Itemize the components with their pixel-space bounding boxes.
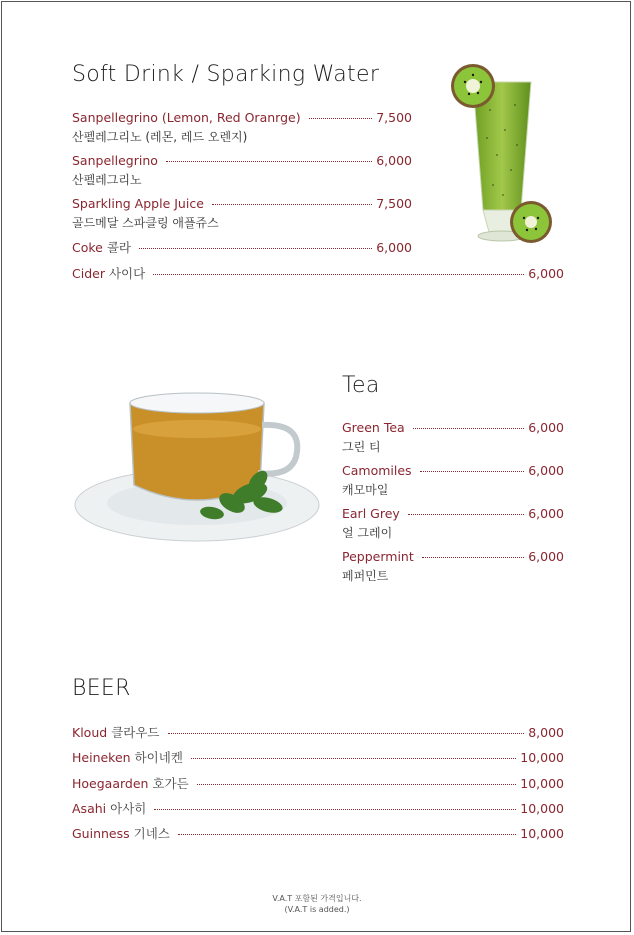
item-korean-name: 클라우드	[111, 725, 160, 740]
vat-note	[0, 893, 634, 915]
item-name: Heineken	[72, 750, 131, 765]
menu-item	[72, 774, 564, 792]
dot-leader	[178, 834, 516, 835]
item-korean-name: 산펠레그리노	[72, 173, 142, 187]
item-name: Coke	[72, 240, 103, 255]
section-title-tea: Tea	[342, 373, 380, 398]
menu-item	[72, 153, 412, 188]
menu-item	[342, 549, 564, 584]
dot-leader	[168, 733, 525, 734]
tea-cup-illustration	[72, 385, 322, 545]
item-korean-name: 산펠레그리노 (레몬, 레드 오렌지)	[72, 130, 248, 144]
item-name: Hoegaarden	[72, 776, 149, 791]
menu-item	[342, 463, 564, 498]
menu-item	[72, 196, 412, 231]
item-korean-name: 페퍼민트	[342, 569, 389, 583]
item-name: Sparkling Apple Juice	[72, 196, 204, 211]
dot-leader	[212, 204, 372, 205]
item-price: 7,500	[376, 110, 412, 125]
item-name: Cider	[72, 266, 105, 281]
item-price: 6,000	[528, 420, 564, 435]
dot-leader	[420, 471, 525, 472]
dot-leader	[153, 274, 524, 275]
section-title-beer: BEER	[72, 676, 131, 701]
dot-leader	[413, 428, 525, 429]
item-price: 10,000	[520, 776, 564, 791]
item-price: 8,000	[528, 725, 564, 740]
item-korean-name: 그린 티	[342, 440, 381, 454]
item-price: 7,500	[376, 196, 412, 211]
item-korean-name: 캐모마일	[342, 483, 389, 497]
dot-leader	[166, 161, 372, 162]
vat-note-korean: V.A.T 포함된 가격입니다.	[272, 894, 362, 903]
dot-leader	[309, 118, 373, 119]
item-korean-name: 사이다	[108, 266, 146, 281]
item-korean-name: 호가든	[152, 776, 189, 791]
item-name: Peppermint	[342, 549, 414, 564]
item-korean-name: 아사히	[110, 801, 147, 816]
item-name: Sanpellegrino	[72, 153, 158, 168]
section-title-soft-drink: Soft Drink / Sparking Water	[72, 62, 380, 87]
menu-item	[72, 110, 412, 145]
item-korean-name: 얼 그레이	[342, 526, 393, 540]
menu-item	[72, 723, 564, 741]
dot-leader	[408, 514, 524, 515]
menu-item	[72, 824, 564, 842]
item-name: Guinness	[72, 826, 130, 841]
item-korean-name: 하이네켄	[134, 750, 183, 765]
dot-leader	[422, 557, 524, 558]
item-price: 6,000	[376, 153, 412, 168]
menu-item	[72, 264, 564, 282]
item-price: 6,000	[528, 463, 564, 478]
dot-leader	[197, 784, 517, 785]
kiwi-juice-illustration	[445, 60, 560, 245]
item-korean-name: 기네스	[133, 826, 170, 841]
item-name: Camomiles	[342, 463, 412, 478]
item-name: Sanpellegrino (Lemon, Red Oranrge)	[72, 110, 301, 125]
item-price: 6,000	[528, 506, 564, 521]
item-name: Asahi	[72, 801, 107, 816]
vat-note-english: (V.A.T is added.)	[284, 905, 350, 914]
menu-item	[72, 238, 412, 256]
item-korean-name: 골드메달 스파클링 애플쥬스	[72, 216, 219, 230]
menu-item	[72, 748, 564, 766]
item-price: 6,000	[528, 549, 564, 564]
item-price: 10,000	[520, 826, 564, 841]
menu-item	[342, 506, 564, 541]
dot-leader	[139, 248, 372, 249]
item-price: 10,000	[520, 801, 564, 816]
dot-leader	[191, 758, 516, 759]
item-price: 6,000	[528, 266, 564, 281]
item-name: Earl Grey	[342, 506, 400, 521]
dot-leader	[154, 809, 516, 810]
item-price: 10,000	[520, 750, 564, 765]
menu-item	[72, 799, 564, 817]
item-price: 6,000	[376, 240, 412, 255]
item-korean-name: 콜라	[106, 240, 132, 255]
item-name: Green Tea	[342, 420, 405, 435]
menu-item	[342, 420, 564, 455]
item-name: Kloud	[72, 725, 108, 740]
